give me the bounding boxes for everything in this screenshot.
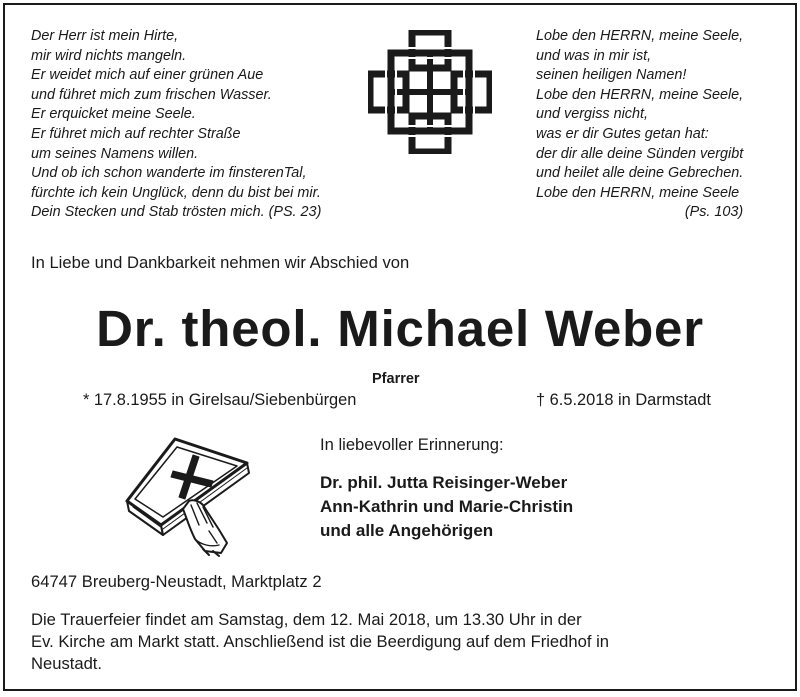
- verse-line: mir wird nichts mangeln.: [31, 47, 187, 64]
- mourners-list: [320, 471, 573, 543]
- psalm-103-verse: [536, 27, 743, 223]
- verse-line: Er erquicket meine Seele.: [31, 106, 196, 123]
- psalm-23-verse: [31, 27, 321, 223]
- obituary-notice: [3, 3, 797, 691]
- verse-line: seinen heiligen Namen!: [536, 67, 687, 84]
- funeral-line: Neustadt.: [31, 654, 103, 673]
- verse-line: Lobe den HERRN, meine Seele,: [536, 28, 744, 44]
- verse-line: und heilet alle deine Gebrechen.: [536, 165, 744, 182]
- verse-line: was er dir Gutes getan hat:: [536, 125, 709, 142]
- verse-line: und was in mir ist,: [536, 47, 652, 64]
- verse-line: Lobe den HERRN, meine Seele,: [536, 86, 744, 103]
- deceased-title: Pfarrer: [372, 371, 420, 387]
- farewell-intro: In Liebe und Dankbarkeit nehmen wir Abschied von: [31, 253, 410, 272]
- verse-line: und vergiss nicht,: [536, 106, 648, 123]
- deceased-name: Dr. theol. Michael Weber: [96, 300, 704, 357]
- mourner-name: Ann-Kathrin und Marie-Christin: [320, 497, 574, 516]
- verse-reference: (Ps. 103): [684, 204, 744, 221]
- verse-line: Lobe den HERRN, meine Seele: [536, 184, 740, 201]
- family-address: 64747 Breuberg-Neustadt, Marktplatz 2: [31, 572, 322, 591]
- birth-info: * 17.8.1955 in Girelsau/Siebenbürgen: [83, 391, 357, 409]
- verse-line: Der Herr ist mein Hirte,: [31, 28, 179, 44]
- death-info: † 6.5.2018 in Darmstadt: [536, 391, 711, 409]
- verse-line: und führet mich zum frischen Wasser.: [31, 86, 272, 103]
- verse-line: Dein Stecken und Stab trösten mich. (PS. 23): [31, 204, 322, 221]
- verse-line: fürchte ich kein Unglück, denn du bist bei mir.: [31, 184, 321, 201]
- memory-heading: In liebevoller Erinnerung:: [320, 435, 504, 454]
- verse-line: Er weidet mich auf einer grünen Aue: [31, 67, 264, 84]
- verse-line: Er führet mich auf rechter Straße: [31, 125, 241, 142]
- mourner-name: Dr. phil. Jutta Reisinger-Weber: [320, 473, 568, 492]
- funeral-line: Ev. Kirche am Markt statt. Anschließend ist die Beerdigung auf dem Friedhof in: [31, 632, 609, 651]
- funeral-line: Die Trauerfeier findet am Samstag, dem 12. Mai 2018, um 13.30 Uhr in der: [31, 610, 582, 629]
- bible-praying-hands-icon: [123, 435, 251, 557]
- mourner-name: und alle Angehörigen: [320, 521, 494, 540]
- interlaced-cross-icon: [368, 30, 492, 154]
- verse-line: Und ob ich schon wanderte im finsterenTal,: [31, 165, 307, 182]
- funeral-details: [31, 609, 609, 675]
- verse-line: um seines Namens willen.: [31, 145, 199, 162]
- verse-line: der dir alle deine Sünden vergibt: [536, 145, 744, 162]
